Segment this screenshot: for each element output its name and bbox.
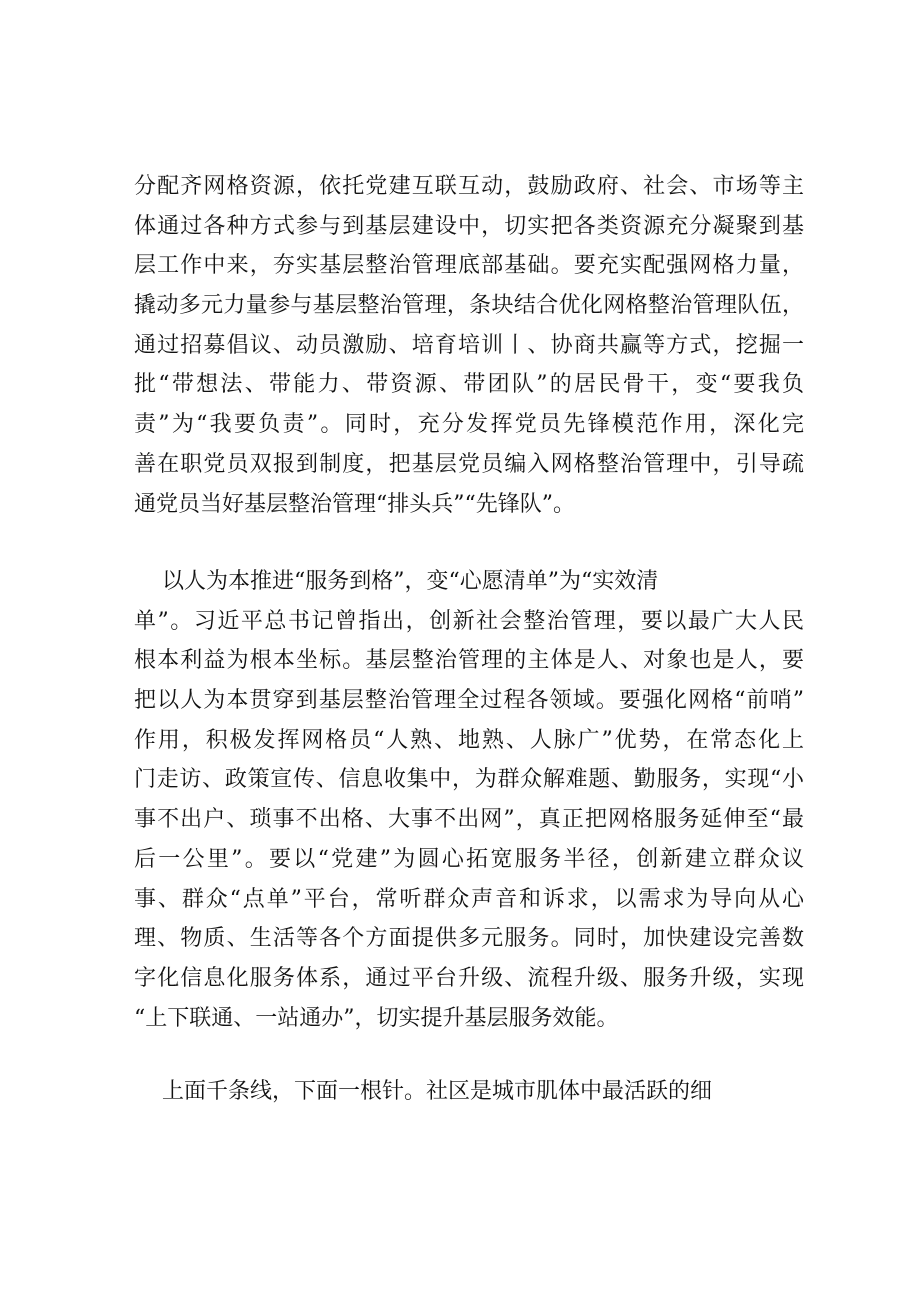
- text-line: “上下联通、一站通办”，切实提升基层服务效能。: [134, 1005, 619, 1031]
- text-line: 撬动多元力量参与基层整治管理，条块结合优化网格整治管理队伍，: [134, 293, 804, 319]
- paragraph-community: [134, 1072, 804, 1112]
- text-line: 事、群众“点单”平台，常听群众声音和诉求，以需求为导向从心: [134, 886, 804, 912]
- text-line: 字化信息化服务体系，通过平台升级、流程升级、服务升级，实现: [134, 965, 804, 991]
- text-line: 把以人为本贯穿到基层整治管理全过程各领域。要强化网格“前哨”: [134, 688, 804, 714]
- text-line: 通过招募倡议、动员激励、培育培训丨、协商共赢等方式，挖掘一: [134, 332, 804, 358]
- text-line: 上面千条线，下面一根针。社区是城市肌体中最活跃的细: [134, 1079, 712, 1104]
- paragraph-service-to-grid: [134, 562, 804, 1038]
- text-line: 门走访、政策宣传、信息收集中，为群众解难题、勤服务，实现“小: [134, 767, 804, 793]
- text-line: 根本利益为根本坐标。基层整治管理的主体是人、对象也是人，要: [134, 648, 804, 674]
- text-line: 善在职党员双报到制度，把基层党员编入网格整治管理中，引导疏: [134, 451, 804, 477]
- text-line: 理、物质、生活等各个方面提供多元服务。同时，加快建设完善数: [134, 926, 804, 952]
- text-line: 作用，积极发挥网格员“人熟、地熟、人脉广”优势，在常态化上: [134, 727, 804, 753]
- text-line: 分配齐网格资源，依托党建互联互动，鼓励政府、社会、市场等主: [134, 174, 804, 199]
- text-line: 责”为“我要负责”。同时，充分发挥党员先锋模范作用，深化完: [134, 412, 804, 438]
- text-line: 批“带想法、带能力、带资源、带团队”的居民骨干，变“要我负: [134, 372, 804, 398]
- text-line: 后一公里”。要以“党建”为圆心拓宽服务半径，创新建立群众议: [134, 846, 804, 872]
- text-line: 层工作中来，夯实基层整治管理底部基础。要充实配强网格力量，: [134, 253, 804, 279]
- text-line: 单”。习近平总书记曾指出，创新社会整治管理，要以最广大人民: [134, 608, 804, 634]
- text-line: 体通过各种方式参与到基层建设中，切实把各类资源充分凝聚到基: [134, 213, 804, 239]
- paragraph-grid-resources: [134, 167, 804, 524]
- text-line: 事不出户、琐事不出格、大事不出网”，真正把网格服务延伸至“最: [134, 807, 804, 833]
- text-line: 通党员当好基层整治管理“排头兵”“先锋队”。: [134, 491, 575, 517]
- text-line: 以人为本推进“服务到格”，变“心愿清单”为“实效清: [134, 569, 659, 594]
